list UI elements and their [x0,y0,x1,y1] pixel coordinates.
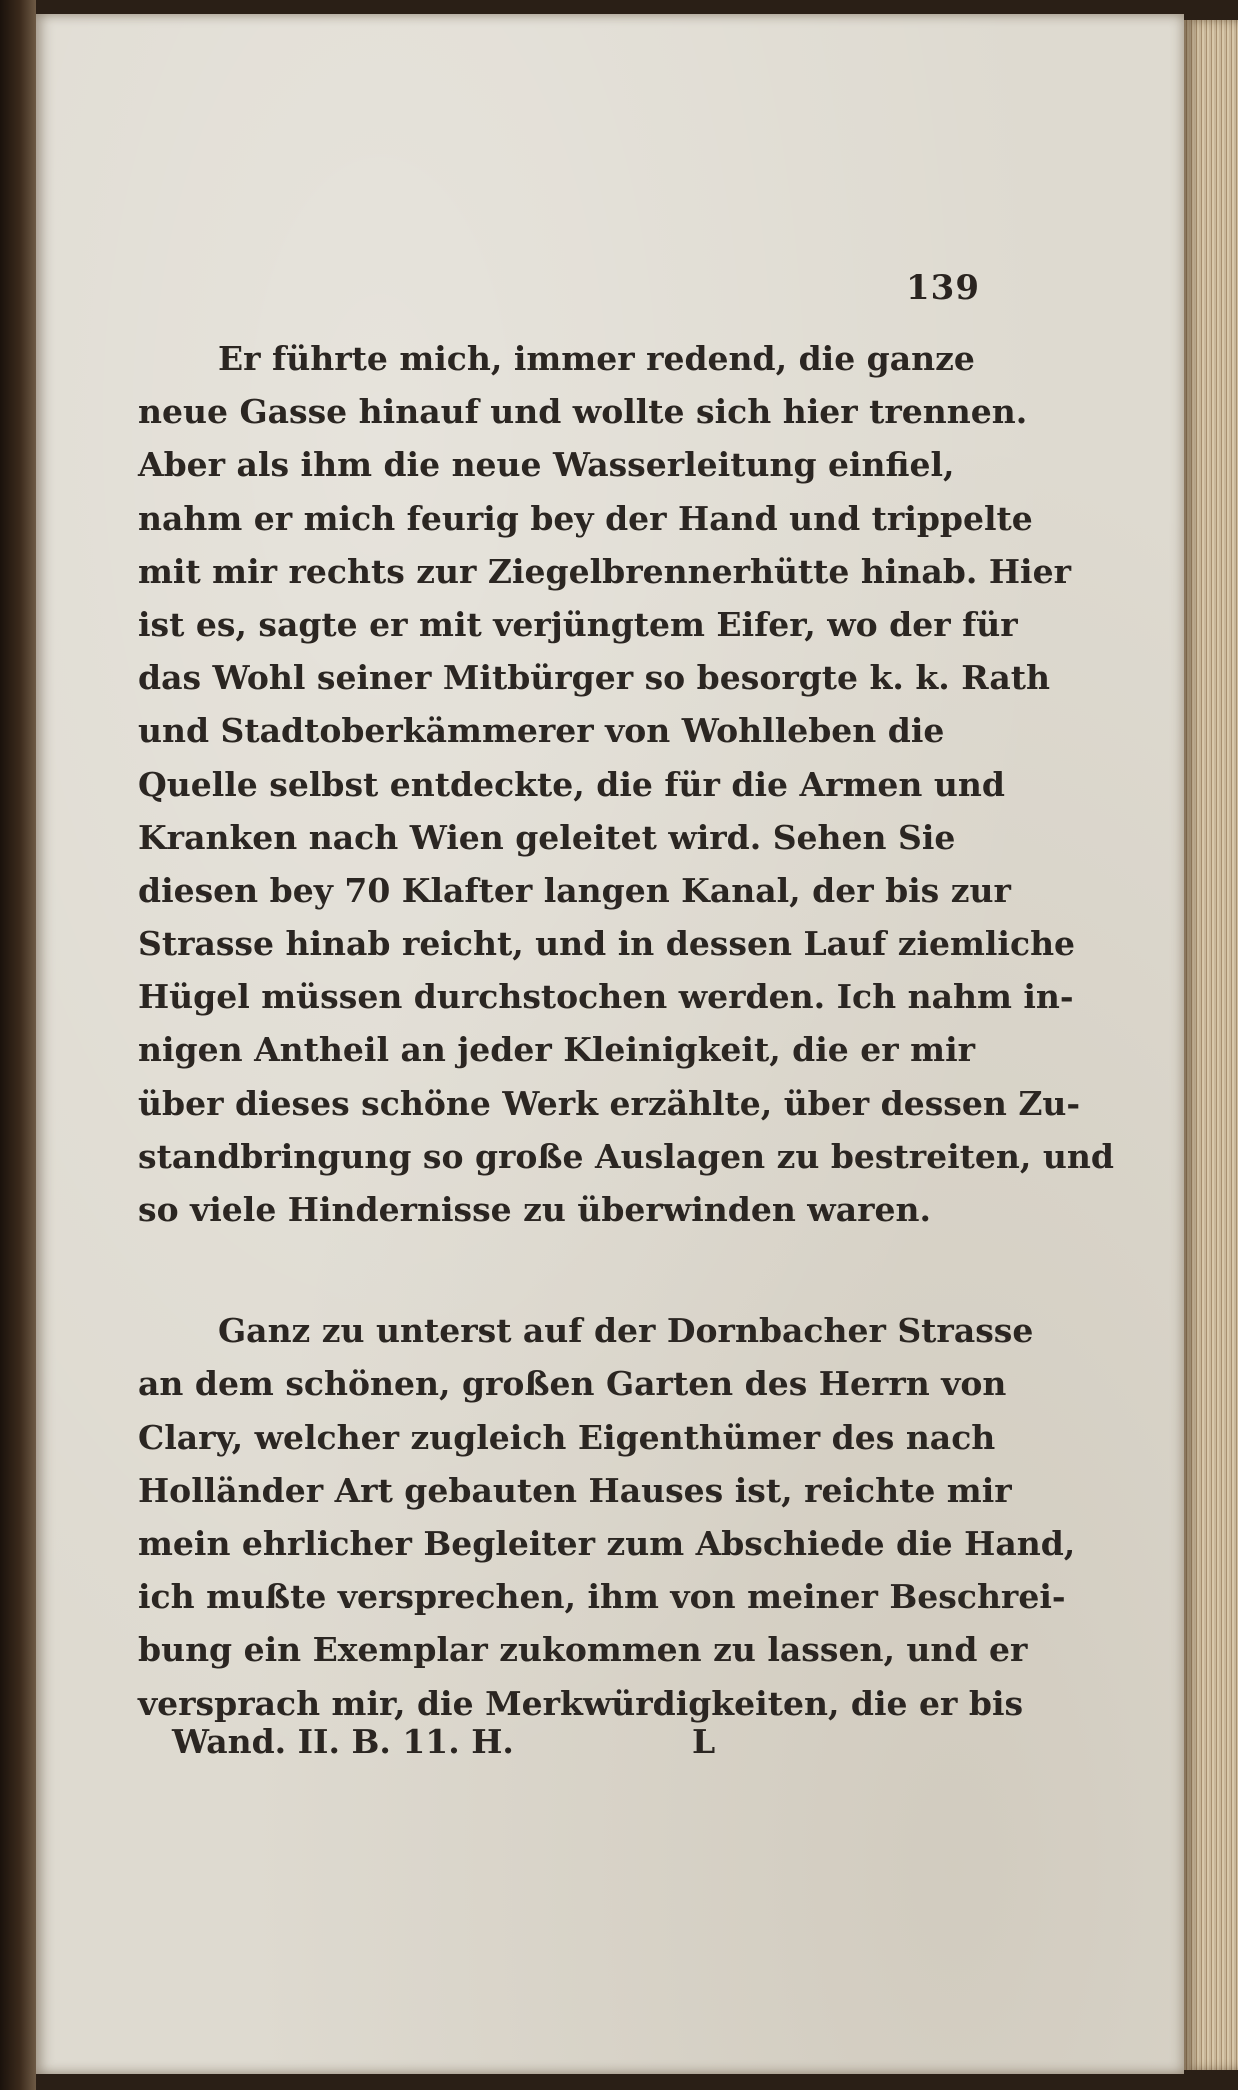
text-line: bung ein Exemplar zukommen zu lassen, und er [138,1630,1028,1670]
text-line: ist es, sagte er mit verjüngtem Eifer, wo der für [138,604,1018,644]
text-block [138,332,1114,1730]
text-line: nigen Antheil an jeder Kleinigkeit, die er mir [138,1030,975,1070]
text-line: Holländer Art gebauten Hauses ist, reichte mir [138,1470,1012,1510]
paragraph-1 [138,332,1114,1236]
text-line: Aber als ihm die neue Wasserleitung einfiel, [138,445,955,485]
text-line: so viele Hindernisse zu überwinden waren. [138,1190,931,1229]
paragraph-2 [138,1304,1076,1730]
text-line: Er führte mich, immer redend, die ganze [218,339,975,378]
text-line: an dem schönen, großen Garten des Herrn von [138,1364,1007,1404]
text-line: Kranken nach Wien geleitet wird. Sehen Sie [138,817,956,857]
text-line: ich mußte versprechen, ihm von meiner Beschrei- [138,1577,1066,1617]
page-number: 139 [906,268,980,308]
text-line: versprach mir, die Merkwürdigkeiten, die er bis [138,1683,1024,1723]
text-line: standbringung so große Auslagen zu bestreiten, und [138,1136,1114,1176]
text-line: Quelle selbst entdeckte, die für die Armen und [138,764,1005,804]
text-line: mit mir rechts zur Ziegelbrennerhütte hinab. Hier [138,551,1071,591]
text-line: das Wohl seiner Mitbürger so besorgte k. k. Rath [138,658,1051,698]
book-spine-shadow [0,0,36,2090]
text-line: Clary, welcher zugleich Eigenthümer des nach [138,1417,996,1457]
page-edges [1184,20,1238,2070]
text-line: neue Gasse hinauf und wollte sich hier trennen. [138,392,1028,432]
text-line: Strasse hinab reicht, und in dessen Lauf ziemliche [138,924,1076,964]
paragraph-gap [138,1236,942,1304]
text-line: diesen bey 70 Klafter langen Kanal, der bis zur [138,870,1011,910]
page-footer [172,1722,732,1772]
text-line: und Stadtoberkämmerer von Wohlleben die [138,711,945,751]
signature-mark: L [692,1722,716,1761]
signature-line: Wand. II. B. 11. H. [172,1722,514,1761]
text-line: Ganz zu unterst auf der Dornbacher Strasse [218,1311,1034,1351]
text-line: Hügel müssen durchstochen werden. Ich nahm in- [138,977,1074,1017]
text-line: mein ehrlicher Begleiter zum Abschiede die Hand, [138,1523,1076,1563]
text-line: über dieses schöne Werk erzählte, über dessen Zu- [138,1083,1081,1123]
text-line: nahm er mich feurig bey der Hand und trippelte [138,498,1033,538]
